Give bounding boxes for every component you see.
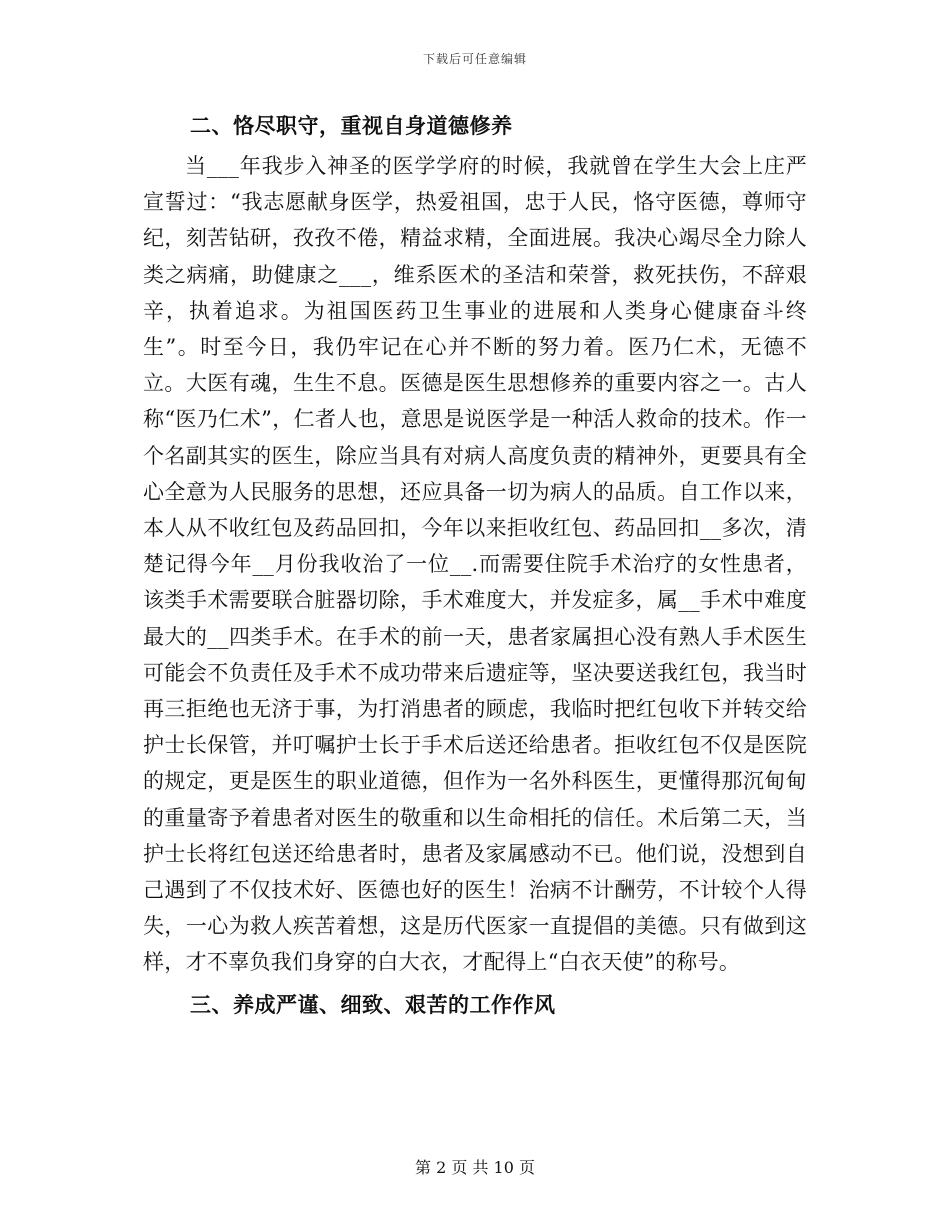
section-two-paragraph: 当___年我步入神圣的医学学府的时候，我就曾在学生大会上庄严宣誓过：“我志愿献身医学，热爱祖国，忠于人民，恪守医德，尊师守纪，刻苦钻研，孜孜不倦，精益求精，全面进展。我决心竭尽全力除人类之病痛，助健康之___，维系医术的圣洁和荣誉，救死扶伤，不辞艰辛，执着追求。为祖国医药卫生事业的进展和人类身心健康奋斗终生”。时至今日，我仍牢记在心并不断的努力着。医乃仁术，无德不立。大医有魂，生生不息。医德是医生思想修养的重要内容之一。古人称“医乃仁术”，仁者人也，意思是说医学是一种活人救命的技术。作一个名副其实的医生，除应当具有对病人高度负责的精神外，更要具有全心全意为人民服务的思想，还应具备一切为病人的品质。自工作以来，本人从不收红包及药品回扣，今年以来拒收红包、药品回扣__多次，清楚记得今年__月份我收治了一位__.而需要住院手术治疗的女性患者，该类手术需要联合脏器切除，手术难度大，并发症多，属__手术中难度最大的__四类手术。在手术的前一天，患者家属担心没有熟人手术医生可能会不负责任及手术不成功带来后遗症等，坚决要送我红包，我当时再三拒绝也无济于事，为打消患者的顾虑，我临时把红包收下并转交给护士长保管，并叮嘱护士长于手术后送还给患者。拒收红包不仅是医院的规定，更是医生的职业道德，但作为一名外科医生，更懂得那沉甸甸的重量寄予着患者对医生的敬重和以生命相托的信任。术后第二天，当护士长将红包送还给患者时，患者及家属感动不已。他们说，没想到自己遇到了不仅技术好、医德也好的医生！治病不计酬劳，不计较个人得失，一心为救人疾苦着想，这是历代医家一直提倡的美德。只有做到这样，才不辜负我们身穿的白大衣，才配得上“白衣天使”的称号。 xyxy=(143,154,807,975)
document-body xyxy=(143,108,807,1027)
page-header-note: 下载后可任意编辑 xyxy=(422,52,527,66)
section-three-heading: 三、养成严谨、细致、艰苦的工作作风 xyxy=(190,991,556,1017)
page-number-footer: 第 2 页 共 10 页 xyxy=(415,1158,535,1177)
section-two-heading: 二、恪尽职守，重视自身道德修养 xyxy=(190,113,513,138)
